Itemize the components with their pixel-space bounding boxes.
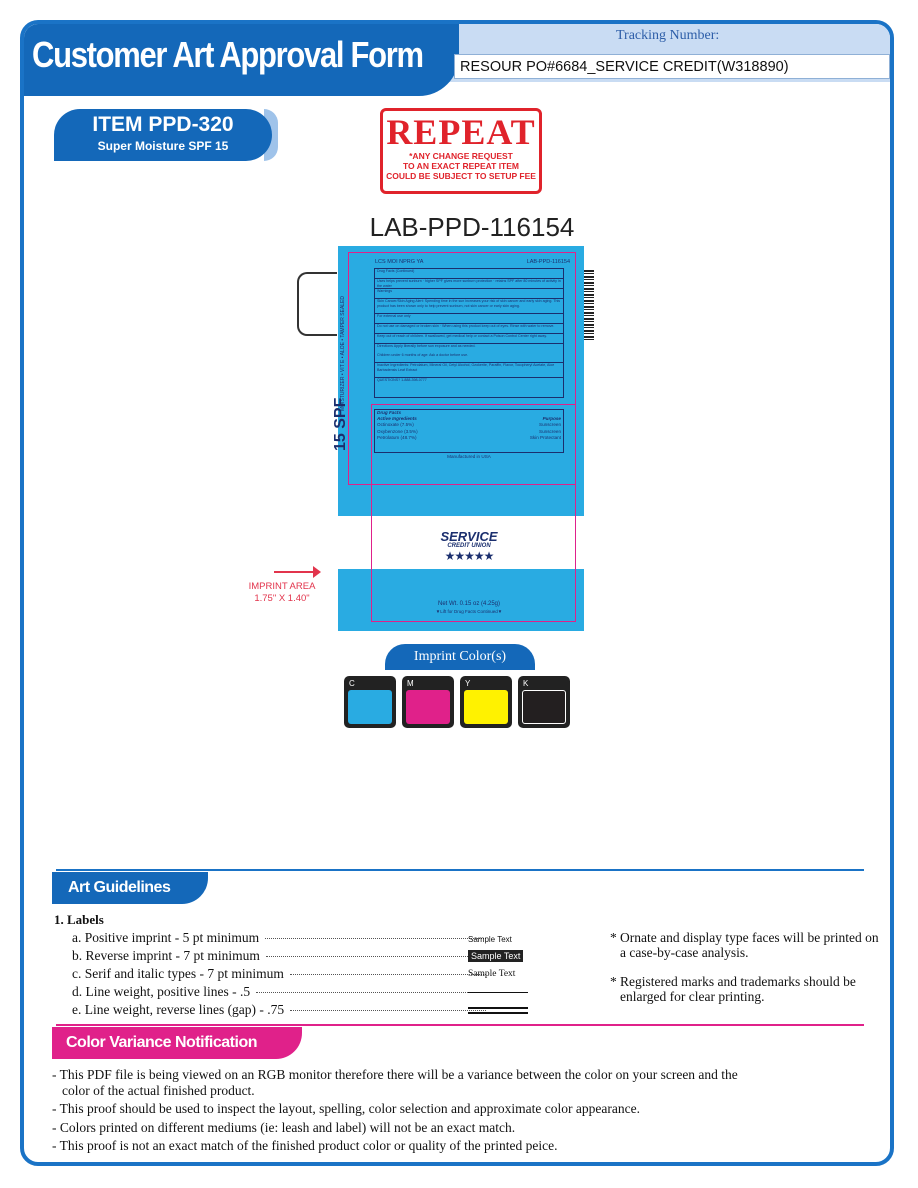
label-head-right: LAB-PPD-116154 <box>526 259 570 265</box>
sample-reverse-line <box>468 1007 528 1014</box>
list-item: - This proof is not an exact match of the finished product color or quality of the printed peice. <box>52 1138 558 1153</box>
facts-row: Skin Cancer/Skin Aging Alert: Spending time in the sun increases your risk of skin cancer and early skin aging. This product has been shown only to help prevent sunburn, not skin cancer or early skin aging. <box>377 299 561 308</box>
repeat-stamp <box>380 108 542 194</box>
item-description: Super Moisture SPF 15 <box>97 139 229 153</box>
arrow-right-icon <box>274 571 314 573</box>
drug-facts-box <box>374 409 564 453</box>
label-artwork <box>332 246 584 631</box>
guideline-row: b. Reverse imprint - 7 pt minimum <box>72 948 492 964</box>
imprint-area-note: IMPRINT AREA 1.75" X 1.40" <box>248 581 316 604</box>
divider <box>56 1024 864 1026</box>
guideline-row: c. Serif and italic types - 7 pt minimum <box>72 966 492 982</box>
repeat-note-line: TO AN EXACT REPEAT ITEM <box>402 161 520 171</box>
swatch-yellow: Y <box>460 676 512 728</box>
swatch-magenta: M <box>402 676 454 728</box>
form-frame <box>20 20 894 1166</box>
drug-facts-header: Active Ingredients Purpose <box>377 416 561 422</box>
guideline-row: e. Line weight, reverse lines (gap) - .75 <box>72 1002 492 1018</box>
sample-positive: Sample Text <box>468 935 512 944</box>
list-item: - This PDF file is being viewed on an RGB monitor therefore there will be a variance between the color on your screen and the color of the actual finished product. <box>52 1067 738 1098</box>
brand-sub: CREDIT UNION <box>447 543 491 549</box>
sample-positive-line <box>468 992 528 993</box>
facts-row: Keep out of reach of children. If swallowed, get medical help or contact a Poison Control Center right away. <box>377 334 547 338</box>
facts-row: QUESTIONS? 1-888-398-0777 <box>377 378 427 382</box>
guideline-row: a. Positive imprint - 5 pt minimum <box>72 930 492 946</box>
drug-row: Octinoxate (7.5%) Sunscreen <box>377 422 561 428</box>
guideline-note: * Ornate and display type faces will be printed on a case-by-case analysis. <box>610 930 879 960</box>
sample-reverse: Sample Text <box>468 950 523 962</box>
sample-serif: Sample Text <box>468 969 516 979</box>
tracking-label: Tracking Number: <box>616 28 720 43</box>
lab-id: LAB-PPD-116154 <box>369 212 575 242</box>
repeat-word: REPEAT <box>386 112 536 152</box>
facts-row: For external use only <box>377 314 411 318</box>
facts-row: Warnings <box>377 289 393 293</box>
list-item: - Colors printed on different mediums (ie: leash and label) will not be an exact match. <box>52 1119 516 1135</box>
label-head-left: LCS MOI NPRG YA <box>375 259 424 265</box>
made-in: Manufactured in USA <box>447 454 491 459</box>
drug-facts-title: Drug Facts <box>377 410 401 415</box>
tracking-number-field[interactable]: RESOUR PO#6684_SERVICE CREDIT(W318890) <box>454 54 890 79</box>
imprint-colors-title: Imprint Color(s) <box>385 644 535 670</box>
brand-stars: ★★★★★ <box>444 549 494 563</box>
facts-row: Inactive Ingredients: Petrolatum, Mineral Oil, Cetyl Alcohol, Ozokerite, Paraffin, Flavor, Tocopheryl Acetate, Aloe Barbadensis Leaf Extract <box>377 363 555 372</box>
guideline-note: * Registered marks and trademarks should be enlarged for clear printing. <box>610 974 856 1004</box>
drug-row: Oxybenzone (3.5%) Sunscreen <box>377 428 561 434</box>
art-guidelines-title: Art Guidelines <box>52 872 208 904</box>
facts-row: Drug Facts (Continued) <box>377 269 415 273</box>
facts-row: Do not use on damaged or broken skin · When using this product keep out of eyes. Rinse with water to remove. <box>377 324 555 328</box>
title-banner <box>24 24 459 96</box>
brand-name: SERVICE <box>440 529 498 544</box>
guideline-row: d. Line weight, positive lines - .5 <box>72 984 492 1000</box>
item-badge <box>54 109 272 161</box>
drug-row: Petrolatum (48.7%) Skin Protectant <box>377 434 561 440</box>
color-variance-title: Color Variance Notification <box>52 1027 302 1059</box>
repeat-note-line: COULD BE SUBJECT TO SETUP FEE <box>386 171 536 181</box>
barcode <box>584 270 594 340</box>
facts-row: Uses helps prevent sunburn · higher SPF gives more sunburn protection · retains SPF after 80 minutes of activity in the water <box>377 279 561 288</box>
swatch-cyan: C <box>344 676 396 728</box>
facts-row: Directions Apply liberally before sun exposure and as needed. <box>377 344 476 348</box>
color-variance-list <box>52 1067 852 1157</box>
net-weight: Net Wt. 0.15 oz (4.25g) ▼Lift for Drug Facts Continued▼ <box>435 601 503 614</box>
divider <box>56 869 864 871</box>
item-number: ITEM PPD-320 <box>92 113 234 136</box>
label-side-text: MOISTURIZER • VIT E • ALOE • TAMPER SEALED <box>340 296 346 411</box>
form-title: Customer Art Approval Form <box>32 34 423 75</box>
swatch-black: K <box>518 676 570 728</box>
drug-facts-continued-box <box>374 268 564 398</box>
repeat-note-line: *ANY CHANGE REQUEST <box>409 151 513 161</box>
list-item: - This proof should be used to inspect the layout, spelling, color selection and approximate color appearance. <box>52 1101 640 1116</box>
label-spf: 15 SPF <box>332 397 349 451</box>
facts-row: Children under 6 months of age: Ask a doctor before use. <box>377 353 469 357</box>
pack-hanger-outline <box>297 272 337 336</box>
labels-heading: 1. Labels <box>54 912 104 927</box>
